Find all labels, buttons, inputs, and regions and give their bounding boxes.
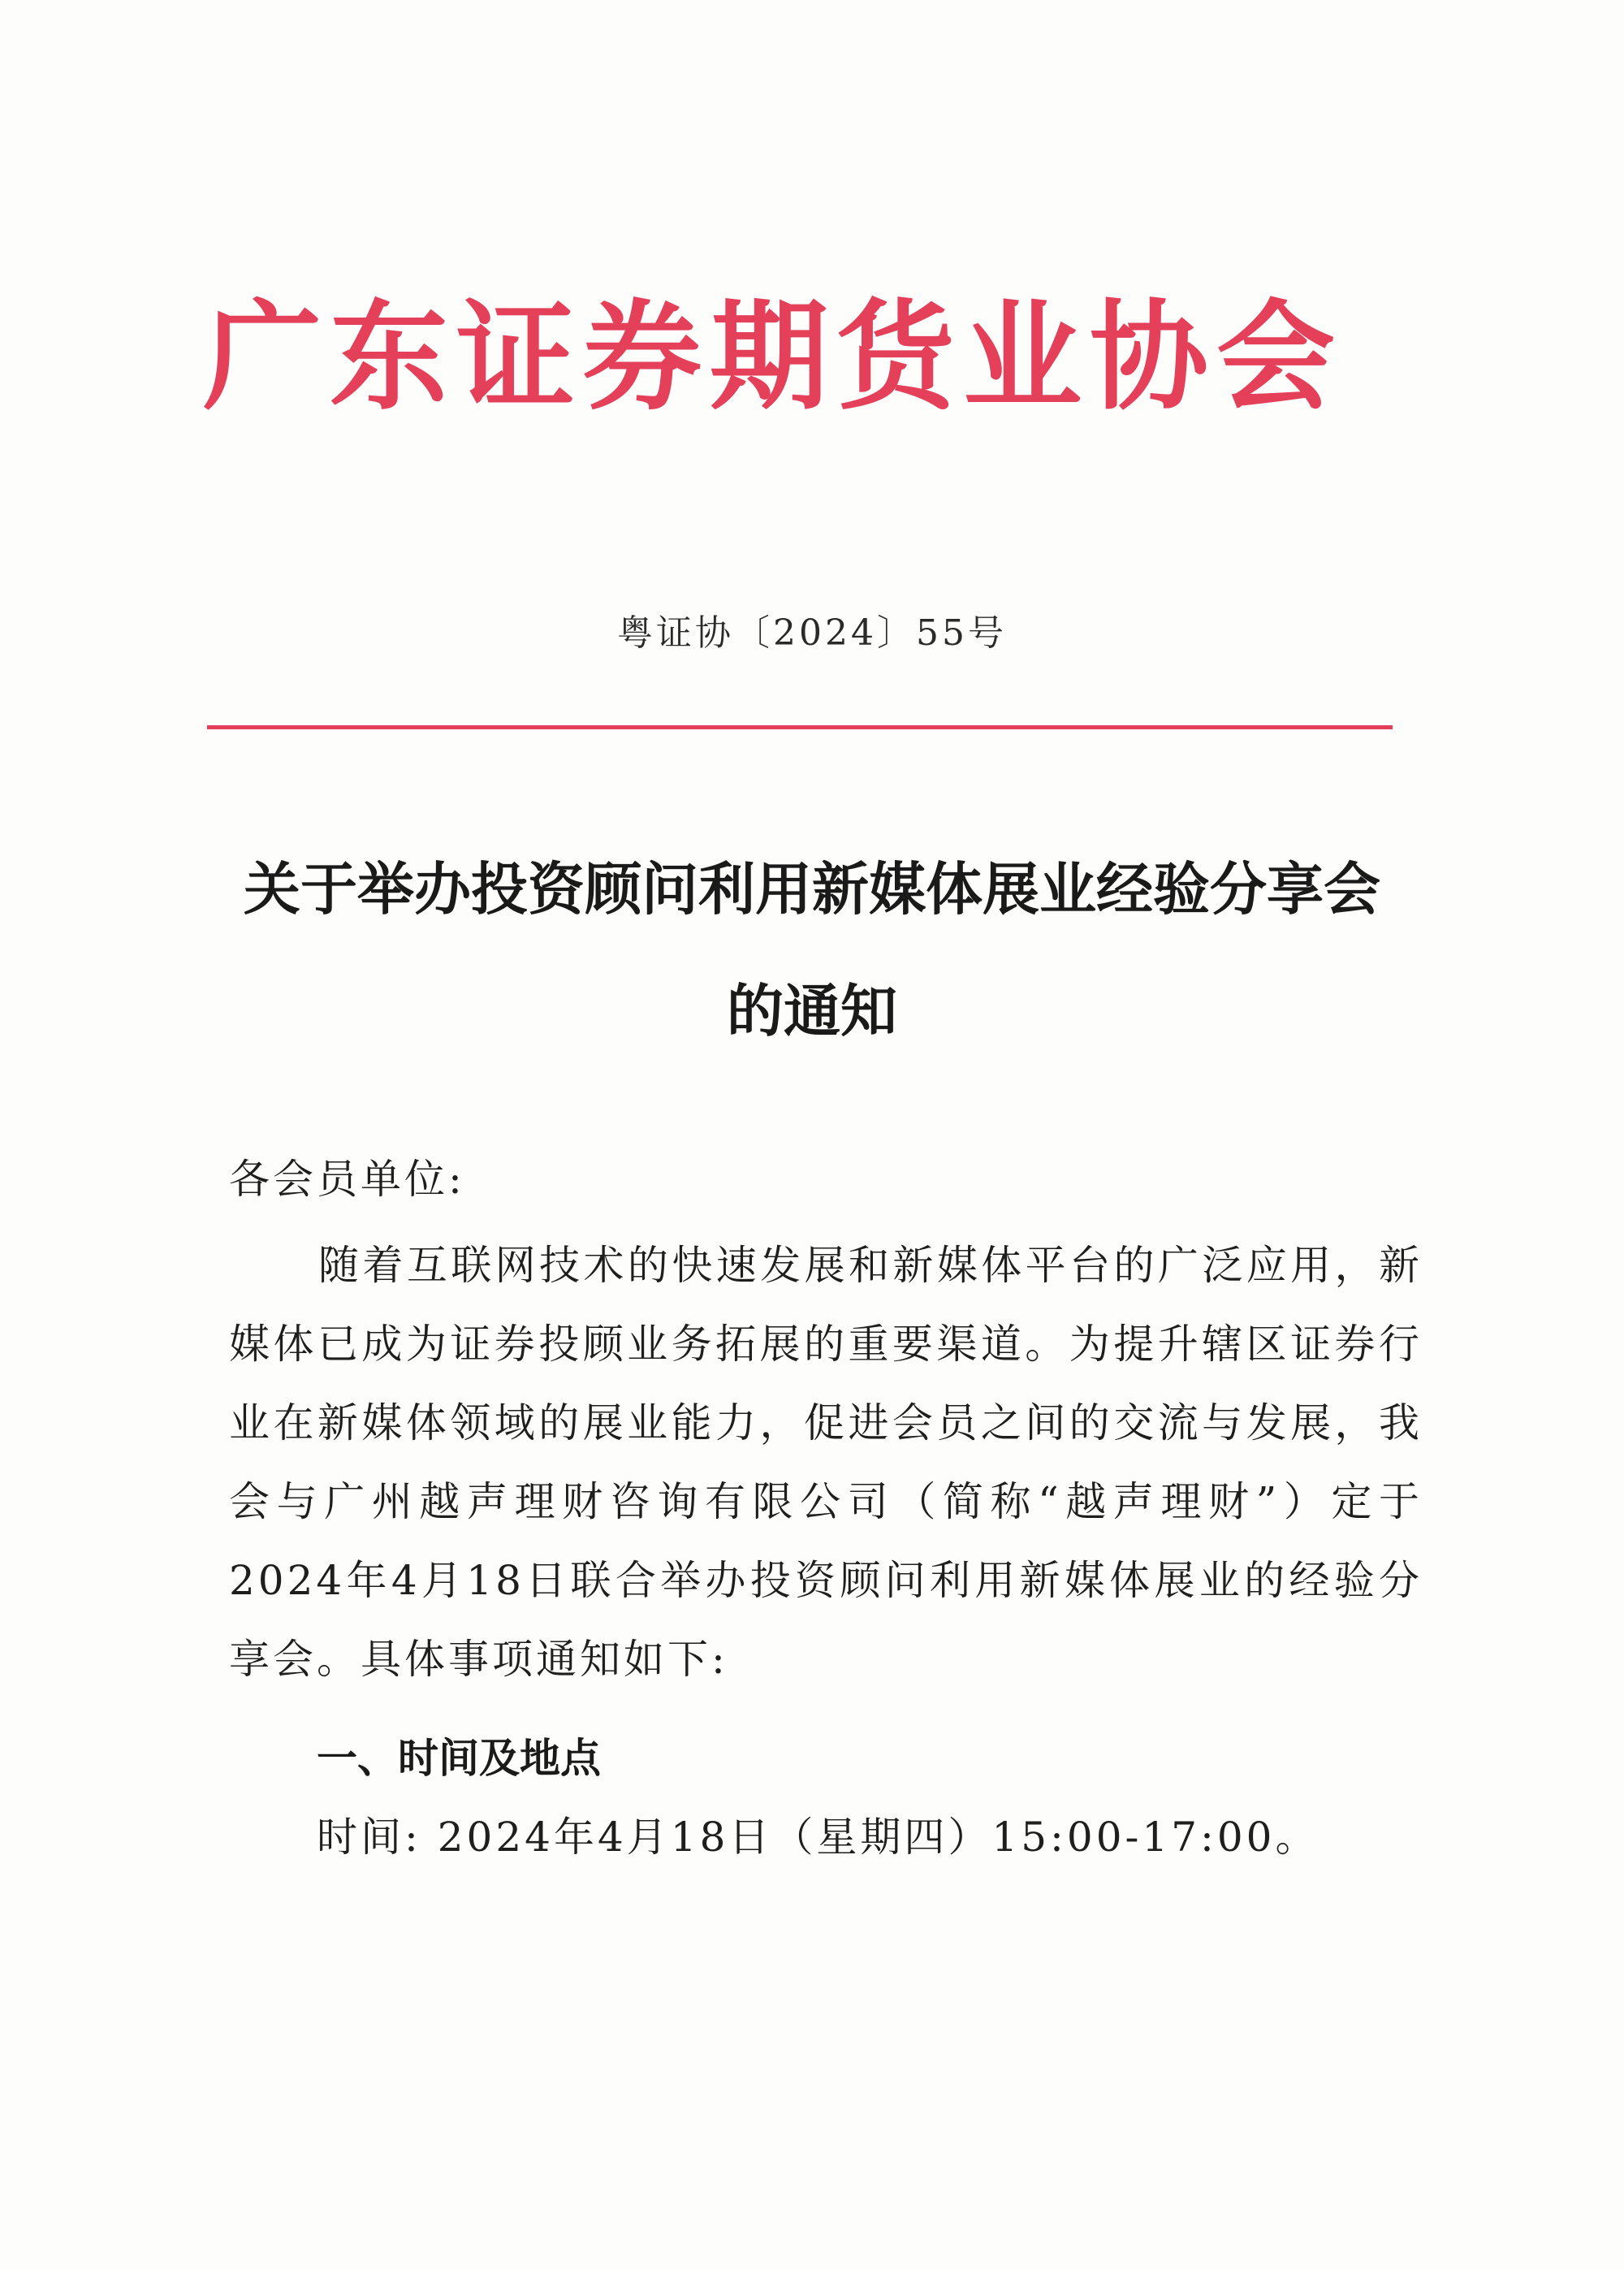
notice-title-line-1: 关于举办投资顾问利用新媒体展业经验分享会 <box>244 855 1380 923</box>
event-time: 时间: 2024年4月18日（星期四）15:00-17:00。 <box>317 1814 1320 1861</box>
body-paragraph: 随着互联网技术的快速发展和新媒体平台的广泛应用，新媒体已成为证券投顾业务拓展的重要渠道。为提升辖区证券行业在新媒体领域的展业能力，促进会员之间的交流与发展，我会与广州越声理财咨询有限公司（简称“越声理财”）定于2024年4月18日联合举办投资顾问利用新媒体展业的经验分享会。具体事项通知如下: <box>229 1242 1423 1683</box>
section-heading-time-and-place: 一、时间及地点 <box>317 1735 601 1782</box>
document-number: 粤证协〔2024〕55号 <box>617 612 1007 654</box>
notice-title-line-2: 的通知 <box>727 977 897 1044</box>
organization-header: 广东证券期货业协会 <box>203 288 1343 426</box>
red-divider <box>207 725 1393 729</box>
notice-title <box>162 828 1462 1072</box>
salutation: 各会员单位: <box>229 1156 465 1203</box>
